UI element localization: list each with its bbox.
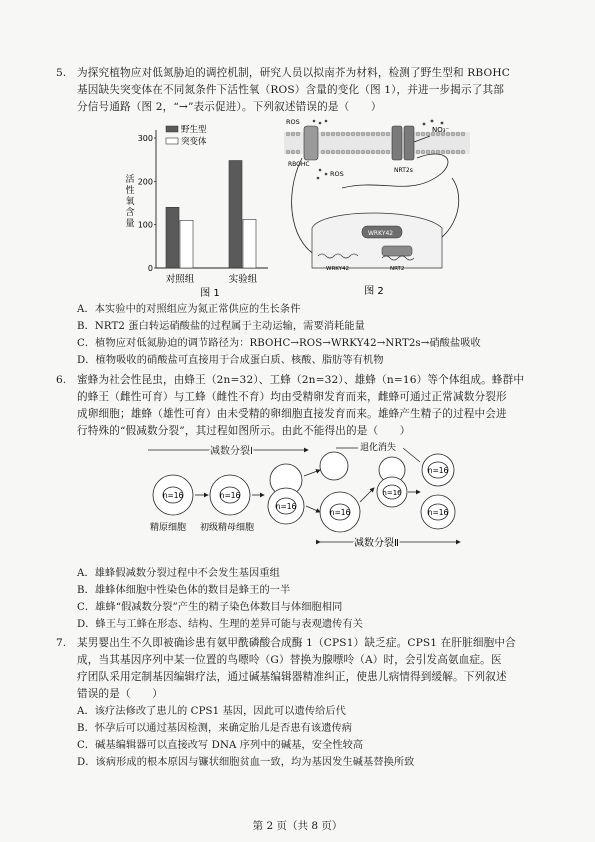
q5-stem-line-1: 为探究植物应对低氮胁迫的调控机制，研究人员以拟南芥为材料，检测了野生型和 RBOHC — [77, 67, 511, 79]
small-degenerate-cell — [320, 452, 348, 480]
q6-number: 6. — [56, 374, 67, 386]
q7-option-a[interactable]: A．该疗法修改了患儿的 CPS1 基因，因此可以遗传给后代 — [77, 706, 346, 717]
lipid-head — [366, 132, 370, 136]
lipid-head — [421, 150, 425, 154]
lipid-head — [291, 132, 295, 136]
nrt2-channel-2 — [404, 126, 414, 160]
dividing-cell-2 — [377, 457, 407, 507]
lipid-head — [286, 150, 290, 154]
q6-stem-line-3: 成卵细胞；雄蜂（雄性可育）由未受精的卵细胞直接发育而来。雄蜂产生精子的过程中会进 — [77, 408, 507, 420]
bar-wild-experiment — [229, 161, 242, 268]
rbohc-label: RBOHC — [288, 161, 310, 168]
no3-label: NO₃⁻ — [432, 126, 450, 134]
cell-label-7: n=16 — [427, 508, 449, 517]
page-footer: 第 2 页（共 8 页） — [252, 820, 343, 832]
lipid-head — [446, 150, 450, 154]
y-axis-label-char: 活 — [125, 175, 135, 185]
q6-option-a[interactable]: A．雄蜂假减数分裂过程中不会发生基因重组 — [77, 568, 280, 579]
lipid-head — [351, 132, 355, 136]
pseudo-meiosis-diagram — [148, 440, 463, 555]
lipid-head — [441, 150, 445, 154]
dividing-cell — [268, 464, 304, 524]
q7-option-c[interactable]: C．碱基编辑器可以直接改写 DNA 序列中的碱基，安全性较高 — [77, 740, 364, 751]
sperm-cell-2 — [421, 495, 455, 529]
lipid-head — [341, 150, 345, 154]
lipid-head — [326, 132, 330, 136]
q5-stem-line-2: 基因缺失突变体在不同氮条件下活性氧（ROS）含量的变化（图 1），并进一步揭示了其部 — [77, 84, 504, 96]
lipid-head — [296, 150, 300, 154]
figure-2-signaling-diagram — [282, 118, 472, 296]
lipid-head — [376, 132, 380, 136]
spermatogonium-cell — [153, 475, 193, 515]
lipid-head — [356, 132, 360, 136]
lipid-head — [361, 132, 365, 136]
lipid-head — [456, 132, 460, 136]
lipid-head — [346, 150, 350, 154]
cell-label-5: n=16 — [382, 489, 402, 497]
lipid-head — [346, 132, 350, 136]
y-tick-label: 100 — [137, 220, 153, 230]
lipid-head — [381, 132, 385, 136]
nrt2-channel-1 — [392, 126, 402, 160]
sperm-cell-1 — [422, 454, 454, 486]
degenerate-label: 退化消失 — [360, 443, 397, 453]
q5-number: 5. — [56, 67, 67, 79]
q7-option-b[interactable]: B．怀孕后可以通过基因检测，来确定胎儿是否患有该遗传病 — [77, 723, 353, 734]
cell-label-3: n=16 — [275, 502, 297, 511]
q6-option-b[interactable]: B．雄蜂体细胞中性染色体的数目是蜂王的一半 — [77, 585, 291, 596]
figure-2-caption: 图 2 — [364, 286, 384, 296]
bar-mutant-experiment — [243, 219, 256, 268]
lipid-head — [321, 132, 325, 136]
ros-label-inside: ROS — [330, 170, 344, 178]
legend-swatch-mutant — [166, 138, 178, 144]
legend-label-wild: 野生型 — [181, 125, 207, 135]
lipid-head — [376, 150, 380, 154]
q6-stem-line-2: 的蜂王（雌性可育）与工蜂（雌性不育）均由受精卵发育而来，雌蜂可通过正常减数分裂形 — [77, 391, 507, 403]
lipid-head — [451, 150, 455, 154]
nrt2s-label: NRT2s — [394, 167, 413, 174]
wrky42-dna-box — [382, 246, 412, 256]
q5-option-b[interactable]: B．NRT2 蛋白转运硝酸盐的过程属于主动运输，需要消耗能量 — [77, 321, 365, 332]
y-tick-label: 200 — [137, 177, 153, 187]
lipid-head — [366, 150, 370, 154]
bar-wild-control — [166, 207, 179, 268]
lipid-head — [331, 132, 335, 136]
lipid-head — [386, 150, 390, 154]
lipid-head — [461, 132, 465, 136]
q7-stem-line-3: 疗团队采用定制基因编辑疗法，通过碱基编辑器精准纠正，使患儿病情得到缓解。下列叙述 — [77, 671, 507, 683]
q5-option-c[interactable]: C．植物应对低氮胁迫的调节路径为：RBOHC→ROS→WRKY42→NRT2s→硝酸盐吸收 — [77, 338, 481, 349]
lipid-head — [296, 132, 300, 136]
legend-label-mutant: 突变体 — [181, 137, 207, 147]
lipid-head — [451, 132, 455, 136]
spermatogonium-label: 精原细胞 — [150, 523, 187, 533]
lipid-head — [356, 150, 360, 154]
y-axis-label-char: 量 — [125, 219, 135, 229]
q5-option-d[interactable]: D．植物吸收的硝酸盐可直接用于合成蛋白质、核酸、脂肪等有机物 — [77, 355, 384, 366]
lipid-head — [426, 150, 430, 154]
lipid-head — [381, 150, 385, 154]
secondary-spermatocyte-cell — [320, 492, 360, 532]
q7-stem-line-2: 成，当其基因序列中某一位置的鸟嘌呤（G）替换为腺嘌呤（A）时，会引发高氨血症。医 — [77, 654, 502, 666]
lipid-head — [336, 132, 340, 136]
wrky42-gene-label: WRKY42 — [326, 266, 350, 272]
primary-spermatocyte-cell — [210, 475, 250, 515]
lipid-head — [331, 150, 335, 154]
lipid-head — [416, 150, 420, 154]
cell-label-2: n=16 — [219, 491, 241, 500]
lipid-head — [371, 150, 375, 154]
q6-stem-line-1: 蜜蜂为社会性昆虫，由蜂王（2n=32）、工蜂（2n=32）、雄蜂（n=16）等个体组成。蜂群中 — [77, 374, 525, 386]
ros-label-top: ROS — [286, 118, 300, 126]
nrt2-gene-label: NRT2 — [390, 266, 405, 272]
rbohc-channel — [304, 126, 318, 160]
y-axis-label-char: 氧 — [125, 197, 135, 207]
y-axis-label-char: 含 — [125, 208, 135, 218]
q6-option-d[interactable]: D．蜂王与工蜂在形态、结构、生理的差异可能与表观遗传有关 — [77, 619, 364, 630]
legend-swatch-wild — [166, 126, 178, 132]
x-label-control: 对照组 — [165, 274, 195, 285]
q7-number: 7. — [56, 637, 67, 649]
lipid-head — [361, 150, 365, 154]
lipid-head — [456, 150, 460, 154]
lipid-head — [426, 132, 430, 136]
lipid-head — [461, 150, 465, 154]
q6-stem-line-4: 行特殊的“假减数分裂”，其过程如图所示。由此不能得出的是（ ） — [77, 425, 411, 437]
nucleus — [312, 213, 442, 268]
x-label-experiment: 实验组 — [228, 274, 258, 285]
meiosis-1-label: 减数分裂Ⅰ — [210, 446, 253, 457]
lipid-head — [286, 132, 290, 136]
cell-label-4: n=16 — [329, 508, 351, 517]
q6-option-c[interactable]: C．雄蜂“假减数分裂”产生的精子染色体数目与体细胞相同 — [77, 602, 343, 613]
lipid-head — [321, 150, 325, 154]
lipid-head — [416, 132, 420, 136]
cell-label-1: n=16 — [162, 491, 184, 500]
y-tick-label: 0 — [147, 264, 153, 273]
lipid-head — [421, 132, 425, 136]
lipid-head — [371, 132, 375, 136]
q7-stem-line-1: 某男婴出生不久即被确诊患有氨甲酰磷酸合成酶 1（CPS1）缺乏症。CPS1 在肝脏细胞中合 — [77, 637, 516, 649]
figure-1-caption: 图 1 — [200, 288, 220, 299]
q7-option-d[interactable]: D．该病形成的根本原因与镰状细胞贫血一致，均为基因发生碱基替换所致 — [77, 757, 415, 768]
q5-option-a[interactable]: A．本实验中的对照组应为氮正常供应的生长条件 — [77, 304, 301, 315]
lipid-head — [351, 150, 355, 154]
y-tick-label: 300 — [137, 134, 153, 143]
bar-mutant-control — [180, 220, 193, 268]
lipid-head — [291, 150, 295, 154]
figure-1-bar-chart — [118, 120, 278, 300]
q5-stem-line-3: 分信号通路（图 2，“→”表示促进）。下列叙述错误的是（ ） — [77, 101, 382, 113]
q7-stem-line-4: 错误的是（ ） — [77, 688, 163, 700]
lipid-head — [386, 132, 390, 136]
wrky42-label: WRKY42 — [368, 230, 394, 237]
y-axis-label-char: 性 — [125, 186, 135, 196]
lipid-head — [326, 150, 330, 154]
cell-label-6: n=16 — [427, 466, 449, 475]
lipid-head — [336, 150, 340, 154]
primary-spermatocyte-label: 初级精母细胞 — [200, 523, 255, 533]
meiosis-2-label: 减数分裂Ⅱ — [354, 538, 399, 549]
lipid-head — [341, 132, 345, 136]
